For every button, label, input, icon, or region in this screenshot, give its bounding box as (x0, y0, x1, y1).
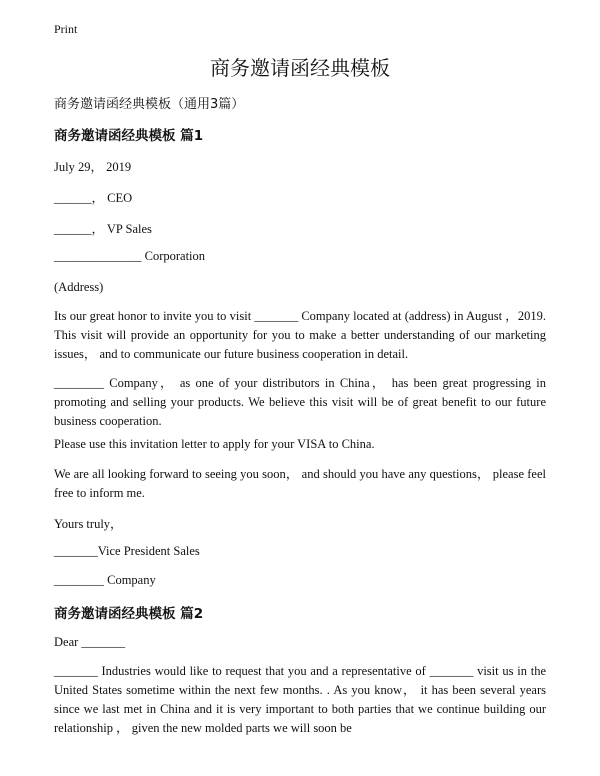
print-link[interactable]: Print (54, 22, 78, 36)
addressee-ceo: ______， CEO (54, 191, 133, 205)
section1-paragraph-4: We are all looking forward to seeing you soon， and should you have any questions， please feel free to inform me. (54, 467, 546, 500)
letter-closing: Yours truly， (54, 517, 123, 531)
letter-date: July 29， 2019 (54, 160, 132, 174)
addressee-vp-sales: ______， VP Sales (54, 222, 152, 236)
section2-paragraph-1: _______ Industries would like to request that you and a representative of _______ visit us in the United States sometime within the next few months. . As you know， it has been several years since we last met in China and it is very important to both parties that we continue building our relationship ， given the new molded parts we will soon be (54, 664, 546, 735)
signer-company: ________ Company (54, 573, 156, 587)
document-title: 商务邀请函经典模板 (210, 56, 390, 80)
section1-paragraph-3: Please use this invitation letter to apply for your VISA to China. (54, 437, 375, 451)
addressee-corporation: ______________ Corporation (54, 249, 206, 263)
signer-title: _______Vice President Sales (54, 544, 200, 558)
section2-heading: 商务邀请函经典模板 篇2 (54, 606, 204, 622)
document-subtitle: 商务邀请函经典模板（通用3篇） (54, 97, 245, 112)
addressee-address: (Address) (54, 280, 104, 294)
section1-heading: 商务邀请函经典模板 篇1 (54, 128, 204, 144)
section2-salutation: Dear _______ (54, 635, 126, 649)
section1-paragraph-1: Its our great honor to invite you to visit _______ Company located at (address) in August ，2019. This visit will provide an opportunity for you to make a better understanding of our marketing issues， and to communicate our future business cooperation in detail. (54, 309, 546, 361)
section1-paragraph-2: ________ Company， as one of your distributors in China， has been great progressing in promoting and selling your products. We believe this visit will be of great benefit to our future business cooperation. (54, 376, 546, 428)
